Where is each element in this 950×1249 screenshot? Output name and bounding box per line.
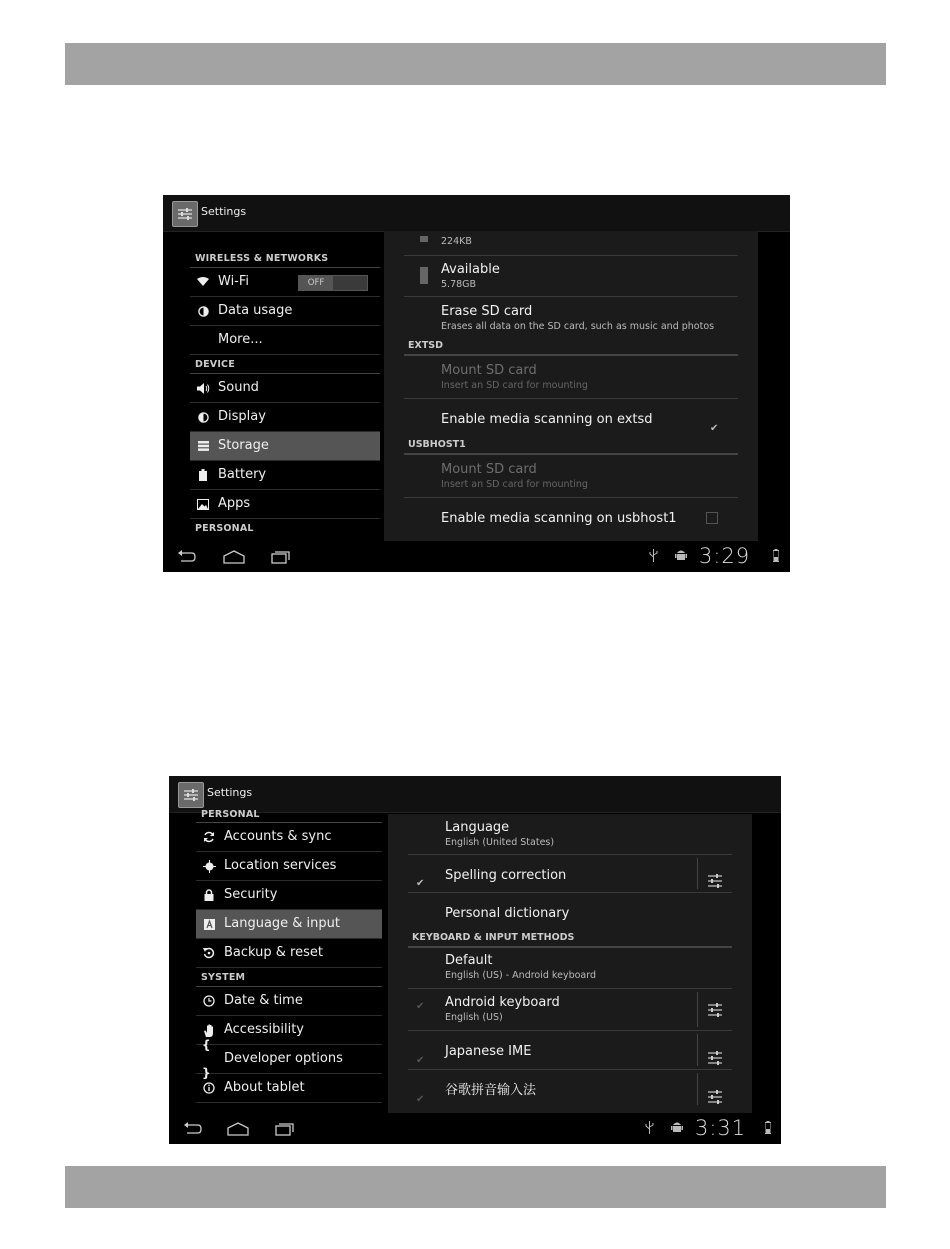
spelling-row[interactable]	[408, 855, 732, 893]
storage-content-panel	[384, 231, 758, 541]
partial-value: 224KB	[441, 236, 472, 247]
storage-settings-screenshot	[163, 195, 790, 572]
system-nav-bar	[169, 1114, 781, 1144]
usb-icon	[649, 549, 658, 565]
lock-icon	[202, 881, 216, 909]
recent-apps-icon[interactable]	[275, 1121, 295, 1140]
header-band	[65, 43, 886, 85]
sidebar-item-security[interactable]	[196, 881, 382, 910]
recent-apps-icon[interactable]	[271, 549, 291, 568]
sidebar-item-label: Sound	[218, 380, 259, 395]
default-sub: English (US) - Android keyboard	[445, 970, 596, 981]
battery-status-icon	[773, 549, 779, 565]
scan-extsd-row[interactable]	[404, 399, 738, 437]
sidebar-item-storage[interactable]	[190, 432, 380, 461]
sidebar-item-label: Display	[218, 409, 266, 424]
scan1-title: Enable media scanning on extsd	[441, 412, 653, 427]
sidebar-item-accessibility[interactable]	[196, 1016, 382, 1045]
pinyin-ime-settings-icon[interactable]	[706, 1081, 724, 1097]
battery-status-icon	[765, 1121, 771, 1137]
mount2-sub: Insert an SD card for mounting	[441, 479, 588, 490]
spelling-settings-icon[interactable]	[706, 865, 724, 881]
android-debug-icon	[671, 1121, 683, 1137]
japanese-ime-settings-icon[interactable]	[706, 1042, 724, 1058]
language-content-panel	[388, 814, 752, 1113]
sidebar-item-accounts-sync[interactable]	[196, 823, 382, 852]
section-wireless: WIRELESS & NETWORKS	[190, 249, 380, 268]
storage-bar-icon	[420, 236, 428, 242]
android-kb-title: Android keyboard	[445, 995, 560, 1010]
sidebar-item-data-usage[interactable]	[190, 297, 380, 326]
system-nav-bar	[163, 542, 790, 572]
app-title: Settings	[207, 786, 253, 799]
sidebar-item-label: Language & input	[224, 916, 340, 931]
japanese-title: Japanese IME	[445, 1044, 532, 1059]
divider	[697, 992, 698, 1027]
settings-app-icon[interactable]	[178, 782, 204, 808]
speaker-icon	[196, 374, 210, 402]
keyboard-header: KEYBOARD & INPUT METHODS	[408, 930, 732, 948]
scan-usbhost-checkbox[interactable]	[706, 512, 718, 524]
scan-usbhost-row[interactable]	[404, 498, 738, 536]
japanese-ime-checkbox[interactable]	[416, 1045, 426, 1055]
sidebar-item-label: Backup & reset	[224, 945, 323, 960]
status-clock: 3:29	[699, 544, 751, 568]
available-value: 5.78GB	[441, 279, 477, 290]
android-keyboard-row[interactable]	[408, 989, 732, 1031]
dictionary-title: Personal dictionary	[445, 906, 570, 921]
storage-icon	[196, 432, 210, 460]
mount1-sub: Insert an SD card for mounting	[441, 380, 588, 391]
usbhost-header: USBHOST1	[404, 437, 738, 455]
section-personal: PERSONAL	[196, 808, 382, 823]
section-personal: PERSONAL	[195, 523, 254, 534]
default-row[interactable]	[408, 948, 732, 989]
wifi-toggle[interactable]: OFF	[298, 275, 368, 291]
footer-band	[65, 1166, 886, 1208]
sidebar-item-apps[interactable]	[190, 490, 380, 519]
mount1-title: Mount SD card	[441, 363, 537, 378]
storage-partial-row	[404, 236, 738, 256]
sidebar-item-location[interactable]	[196, 852, 382, 881]
scan2-title: Enable media scanning on usbhost1	[441, 511, 677, 526]
sidebar-item-label: Date & time	[224, 993, 303, 1008]
location-icon	[202, 852, 216, 880]
app-title: Settings	[201, 205, 247, 218]
sidebar-item-backup-reset[interactable]	[196, 939, 382, 968]
sidebar-item-label: Developer options	[224, 1051, 343, 1066]
erase-sd-row[interactable]	[404, 297, 738, 338]
apps-icon	[196, 490, 210, 518]
pinyin-ime-checkbox[interactable]	[416, 1084, 426, 1094]
backup-icon	[202, 939, 216, 967]
wifi-icon	[196, 268, 210, 296]
display-icon	[196, 403, 210, 431]
language-settings-screenshot	[169, 776, 781, 1144]
home-icon[interactable]	[223, 549, 245, 568]
scan-extsd-checkbox[interactable]	[710, 413, 720, 423]
sidebar-item-label: Wi-Fi	[218, 274, 250, 289]
sidebar-item-about-tablet[interactable]	[196, 1074, 382, 1103]
language-title: Language	[445, 820, 510, 835]
home-icon[interactable]	[227, 1121, 249, 1140]
spelling-title: Spelling correction	[445, 868, 567, 883]
sidebar-item-developer-options[interactable]	[196, 1038, 382, 1080]
personal-dictionary-row[interactable]	[408, 893, 732, 930]
data-usage-icon	[196, 297, 210, 325]
mount2-title: Mount SD card	[441, 462, 537, 477]
back-icon[interactable]	[183, 1121, 203, 1140]
pinyin-title: 谷歌拼音输入法	[445, 1083, 537, 1098]
braces-icon: { }	[202, 1038, 211, 1080]
extsd-header: EXTSD	[404, 338, 738, 356]
settings-sidebar	[196, 808, 382, 1111]
language-icon	[202, 910, 216, 938]
divider	[697, 1034, 698, 1066]
sidebar-item-label: Security	[224, 887, 278, 902]
usb-icon	[645, 1121, 654, 1137]
sidebar-item-display[interactable]	[190, 403, 380, 432]
available-row	[404, 256, 738, 297]
sidebar-item-label: Battery	[218, 467, 267, 482]
erase-title: Erase SD card	[441, 304, 533, 319]
available-title: Available	[441, 262, 500, 277]
language-sub: English (United States)	[445, 837, 555, 848]
android-debug-icon	[675, 549, 687, 565]
battery-icon	[196, 461, 210, 489]
clock-icon	[202, 987, 216, 1015]
language-row[interactable]	[408, 814, 732, 855]
sidebar-item-label: Accessibility	[224, 1022, 304, 1037]
available-bar-icon	[420, 267, 428, 284]
mount-sd-row-1[interactable]	[404, 356, 738, 399]
sidebar-item-label: Storage	[218, 438, 269, 453]
sidebar-item-label: Location services	[224, 858, 337, 873]
section-device: DEVICE	[190, 355, 380, 374]
pinyin-ime-row[interactable]	[408, 1070, 732, 1108]
section-system: SYSTEM	[196, 968, 382, 987]
info-icon	[202, 1074, 216, 1102]
mount-sd-row-2[interactable]	[404, 455, 738, 498]
divider	[697, 858, 698, 889]
sidebar-item-wifi[interactable]	[190, 268, 380, 297]
android-keyboard-checkbox[interactable]	[416, 1004, 426, 1014]
sidebar-item-language-input[interactable]	[196, 910, 382, 939]
sidebar-item-more[interactable]	[190, 326, 380, 355]
sidebar-item-label: Data usage	[218, 303, 293, 318]
spelling-checkbox[interactable]	[416, 868, 426, 878]
sidebar-item-label: More...	[218, 332, 263, 347]
erase-sub: Erases all data on the SD card, such as music and photos	[441, 321, 715, 332]
divider	[697, 1073, 698, 1105]
android-keyboard-settings-icon[interactable]	[706, 1002, 724, 1018]
android-kb-sub: English (US)	[445, 1012, 503, 1023]
status-clock: 3:31	[695, 1116, 747, 1140]
sync-icon	[202, 823, 216, 851]
sidebar-item-label: Apps	[218, 496, 251, 511]
japanese-ime-row[interactable]	[408, 1031, 732, 1070]
settings-app-icon[interactable]	[172, 201, 198, 227]
settings-sidebar	[190, 231, 380, 539]
back-icon[interactable]	[177, 549, 197, 568]
default-title: Default	[445, 953, 493, 968]
sidebar-item-battery[interactable]	[190, 461, 380, 490]
action-bar	[163, 195, 790, 232]
sidebar-item-label: About tablet	[224, 1080, 305, 1095]
sidebar-item-label: Accounts & sync	[224, 829, 332, 844]
sidebar-item-date-time[interactable]	[196, 987, 382, 1016]
sidebar-item-sound[interactable]	[190, 374, 380, 403]
